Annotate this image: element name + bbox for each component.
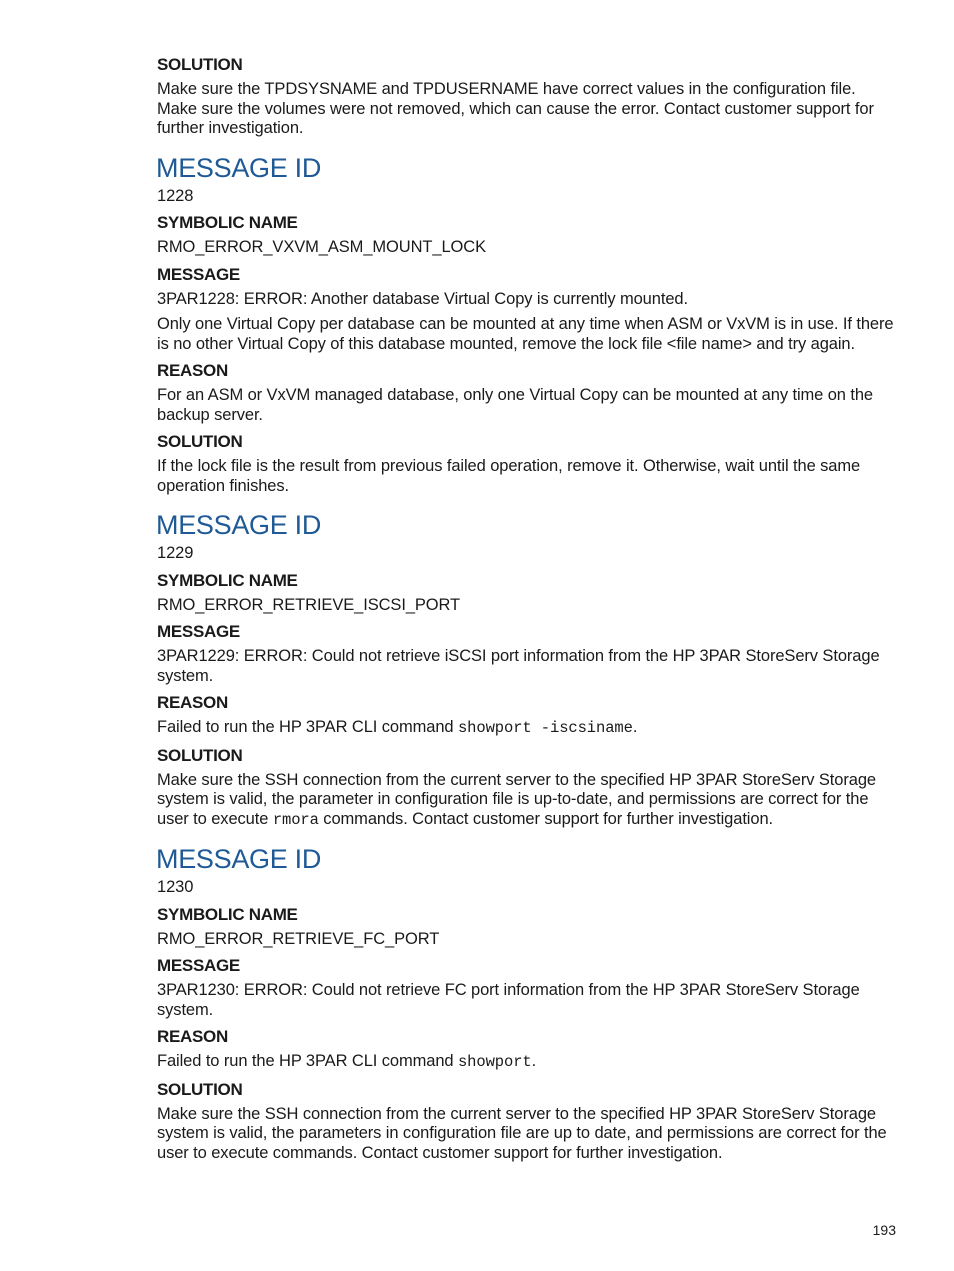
message-label: MESSAGE xyxy=(157,264,240,284)
solution-text xyxy=(157,771,899,831)
message-label: MESSAGE xyxy=(157,956,240,975)
message-id-value: 1230 xyxy=(157,878,194,896)
reason-text xyxy=(157,1052,899,1073)
message-1230-section xyxy=(157,843,899,1163)
message-label: MESSAGE xyxy=(157,622,240,641)
message-1229-section xyxy=(157,509,899,830)
reason-label: REASON xyxy=(157,1027,228,1046)
message-1228-section xyxy=(157,152,899,497)
symbolic-name-label: SYMBOLIC NAME xyxy=(157,904,298,924)
solution-label: SOLUTION xyxy=(157,432,243,451)
reason-text-end: . xyxy=(632,718,638,736)
solution-text: If the lock file is the result from previous failed operation, remove it. Otherwise, wait until the same operation finishes. xyxy=(157,457,861,495)
message-id-heading: MESSAGE ID xyxy=(156,844,322,874)
reason-text-start: Failed to run the HP 3PAR CLI command xyxy=(157,1052,458,1070)
reason-text xyxy=(157,718,899,739)
reason-label: REASON xyxy=(157,361,228,380)
message-id-heading: MESSAGE ID xyxy=(156,152,322,183)
solution-text: Make sure the TPDSYSNAME and TPDUSERNAME have correct values in the configuration file. Make sure the volumes were not removed, which can cause the error. Contact customer support for further investigation. xyxy=(157,80,874,137)
document-page xyxy=(157,54,899,1169)
symbolic-name-label: SYMBOLIC NAME xyxy=(157,570,298,590)
rmora-command-code: rmora xyxy=(272,810,319,829)
symbolic-name-label: SYMBOLIC NAME xyxy=(157,213,298,232)
reason-label: REASON xyxy=(157,693,228,712)
message-text: 3PAR1228: ERROR: Another database Virtual Copy is currently mounted. xyxy=(157,289,688,308)
message-text: 3PAR1229: ERROR: Could not retrieve iSCSI port information from the HP 3PAR StoreServ Storage system. xyxy=(157,647,880,685)
message-id-value: 1229 xyxy=(157,544,194,562)
solution-text: Make sure the SSH connection from the current server to the specified HP 3PAR StoreServ Storage system is valid, the parameters in configuration file are up to date, and permissions are correct for the user to execute commands. Contact customer support for further investigation. xyxy=(157,1104,887,1162)
solution-label: SOLUTION xyxy=(157,55,243,74)
reason-text: For an ASM or VxVM managed database, only one Virtual Copy can be mounted at any time on the backup server. xyxy=(157,386,874,424)
solution-label: SOLUTION xyxy=(157,1079,243,1099)
solution-text-start: Make sure the SSH connection from the current server to the specified HP 3PAR StoreServ Storage system is valid, the parameter in configuration file is up-to-date, and permissions are correct for the user to execute xyxy=(157,770,876,828)
message-text-detail: Only one Virtual Copy per database can be mounted at any time when ASM or VxVM is in use. If there is no other Virtual Copy of this database mounted, remove the lock file <file name> and try again. xyxy=(157,315,894,353)
cli-command-code: showport xyxy=(457,1053,532,1071)
reason-text-end: . xyxy=(531,1052,537,1070)
symbolic-name-value: RMO_ERROR_VXVM_ASM_MOUNT_LOCK xyxy=(157,238,487,256)
page-number: 193 xyxy=(872,1222,896,1238)
cli-command-code: showport -iscsiname xyxy=(457,719,633,737)
symbolic-name-value: RMO_ERROR_RETRIEVE_ISCSI_PORT xyxy=(157,595,461,614)
solution-label: SOLUTION xyxy=(157,745,243,765)
symbolic-name-value: RMO_ERROR_RETRIEVE_FC_PORT xyxy=(157,929,440,948)
solution-text-end: commands. Contact customer support for further investigation. xyxy=(318,809,774,828)
reason-text-start: Failed to run the HP 3PAR CLI command xyxy=(157,718,458,736)
message-id-value: 1228 xyxy=(157,186,194,205)
message-text: 3PAR1230: ERROR: Could not retrieve FC port information from the HP 3PAR StoreServ Storage system. xyxy=(157,981,860,1019)
message-id-heading: MESSAGE ID xyxy=(156,510,322,540)
